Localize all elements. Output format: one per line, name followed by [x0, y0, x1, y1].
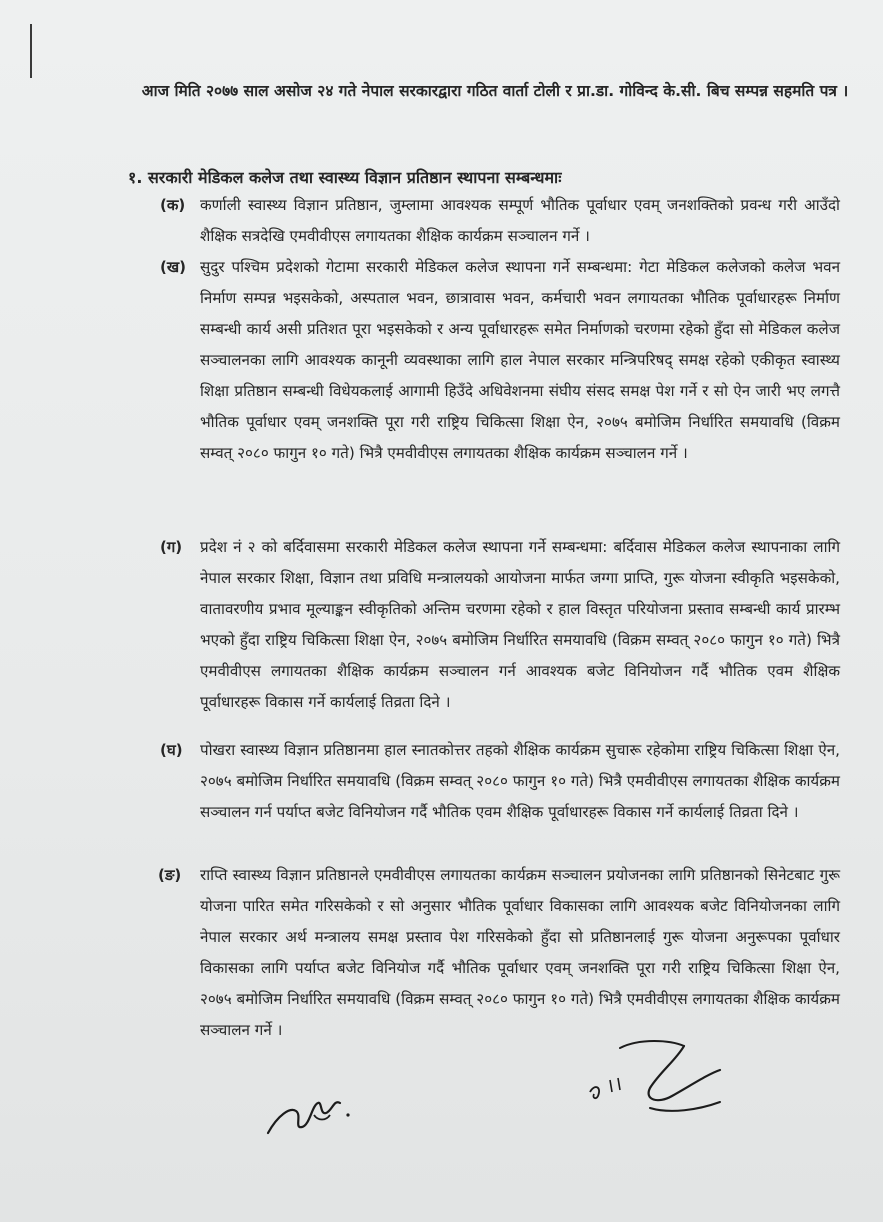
item-text: कर्णाली स्वास्थ्य विज्ञान प्रतिष्ठान, जुम्लामा आवश्यक सम्पूर्ण भौतिक पूर्वाधार एवम् जनशक्तिको प्रवन्ध गरी आउँदो शैक्षिक सत्रदेखि एमवीवीएस लगायतका शैक्षिक कार्यक्रम सञ्चालन गर्ने ।: [200, 196, 840, 245]
item-marker: (ग): [160, 538, 183, 556]
item-marker: (क): [160, 196, 186, 214]
item-text: सुदुर पश्चिम प्रदेशको गेटामा सरकारी मेडिकल कलेज स्थापना गर्ने सम्बन्धमा: गेटा मेडिकल कलेजको कलेज भवन निर्माण सम्पन्न भइसकेको, अस्पताल भवन, छात्रावास भवन, कर्मचारी भवन लगायतका भौतिक पूर्वाधारहरू निर्माण सम्बन्धी कार्य असी प्रतिशत पूरा भइसकेको र अन्य पूर्वाधारहरू समेत निर्माणको चरणमा रहेको हुँदा सो मेडिकल कलेज सञ्चालनका लागि आवश्यक कानूनी व्यवस्थाका लागि हाल नेपाल सरकार मन्त्रिपरिषद् समक्ष रहेको एकीकृत स्वास्थ्य शिक्षा प्रतिष्ठान सम्बन्धी विधेयकलाई आगामी हिउँदे अधिवेशनमा संघीय संसद समक्ष पेश गर्ने र सो ऐन जारी भए लगत्तै भौतिक पूर्वाधार एवम् जनशक्ति पूरा गरी राष्ट्रिय चिकित्सा शिक्षा ऐन, २०७५ बमोजिम निर्धारित समयावधि (विक्रम सम्वत् २०८० फागुन १० गते) भित्रै एमवीवीएस लगायतका शैक्षिक कार्यक्रम सञ्चालन गर्ने ।: [200, 258, 840, 462]
item-marker: (ङ): [158, 866, 182, 884]
signature-left: [260, 1085, 370, 1145]
section-heading: १. सरकारी मेडिकल कलेज तथा स्वास्थ्य विज्ञान प्रतिष्ठान स्थापना सम्बन्धमाः: [128, 168, 562, 187]
left-margin-mark: [30, 24, 32, 78]
signature-right: [580, 1030, 730, 1130]
item-marker: (ख): [160, 258, 186, 276]
item-marker: (घ): [160, 741, 183, 759]
page-title: आज मिति २०७७ साल असोज २४ गते नेपाल सरकारद्वारा गठित वार्ता टोली र प्रा.डा. गोविन्द के.सी. बिच सम्पन्न सहमति पत्र ।: [141, 82, 849, 100]
item-text: पोखरा स्वास्थ्य विज्ञान प्रतिष्ठानमा हाल स्नातकोत्तर तहको शैक्षिक कार्यक्रम सुचारू रहेकोमा राष्ट्रिय चिकित्सा शिक्षा ऐन, २०७५ बमोजिम निर्धारित समयावधि (विक्रम सम्वत् २०८० फागुन १० गते) भित्रै एमवीवीएस लगायतका शैक्षिक कार्यक्रम सञ्चालन गर्न पर्याप्त बजेट विनियोजन गर्दै भौतिक एवम शैक्षिक पूर्वाधारहरू विकास गर्ने कार्यलाई तिव्रता दिने ।: [200, 741, 840, 821]
item-text: प्रदेश नं २ को बर्दिवासमा सरकारी मेडिकल कलेज स्थापना गर्ने सम्बन्धमा: बर्दिवास मेडिकल कलेज स्थापनाका लागि नेपाल सरकार शिक्षा, विज्ञान तथा प्रविधि मन्त्रालयको आयोजना मार्फत जग्गा प्राप्ति, गुरू योजना स्वीकृति भइसकेको, वातावरणीय प्रभाव मूल्याङ्कन स्वीकृतिको अन्तिम चरणमा रहेको र हाल विस्तृत परियोजना प्रस्ताव सम्बन्धी कार्य प्रारम्भ भएको हुँदा राष्ट्रिय चिकित्सा शिक्षा ऐन, २०७५ बमोजिम निर्धारित समयावधि (विक्रम सम्वत् २०८० फागुन १० गते) भित्रै एमवीवीएस लगायतका शैक्षिक कार्यक्रम सञ्चालन गर्न आवश्यक बजेट विनियोजन गर्दै भौतिक एवम शैक्षिक पूर्वाधारहरू विकास गर्ने कार्यलाई तिव्रता दिने ।: [200, 538, 840, 711]
item-text: राप्ति स्वास्थ्य विज्ञान प्रतिष्ठानले एमवीवीएस लगायतका कार्यक्रम सञ्चालन प्रयोजनका लागि प्रतिष्ठानको सिनेटबाट गुरू योजना पारित समेत गरिसकेको र सो अनुसार भौतिक पूर्वाधार विकासका लागि आवश्यक बजेट विनियोजनका लागि नेपाल सरकार अर्थ मन्त्रालय समक्ष प्रस्ताव पेश गरिसकेको हुँदा सो प्रतिष्ठानलाई गुरू योजना अनुरूपका पूर्वाधार विकासका लागि पर्याप्त बजेट विनियोज गर्दै भौतिक पूर्वाधार एवम् जनशक्ति पूरा गरी राष्ट्रिय चिकित्सा शिक्षा ऐन, २०७५ बमोजिम निर्धारित समयावधि (विक्रम सम्वत् २०८० फागुन १० गते) भित्रै एमवीवीएस लगायतका शैक्षिक कार्यक्रम सञ्चालन गर्ने ।: [200, 866, 840, 1039]
